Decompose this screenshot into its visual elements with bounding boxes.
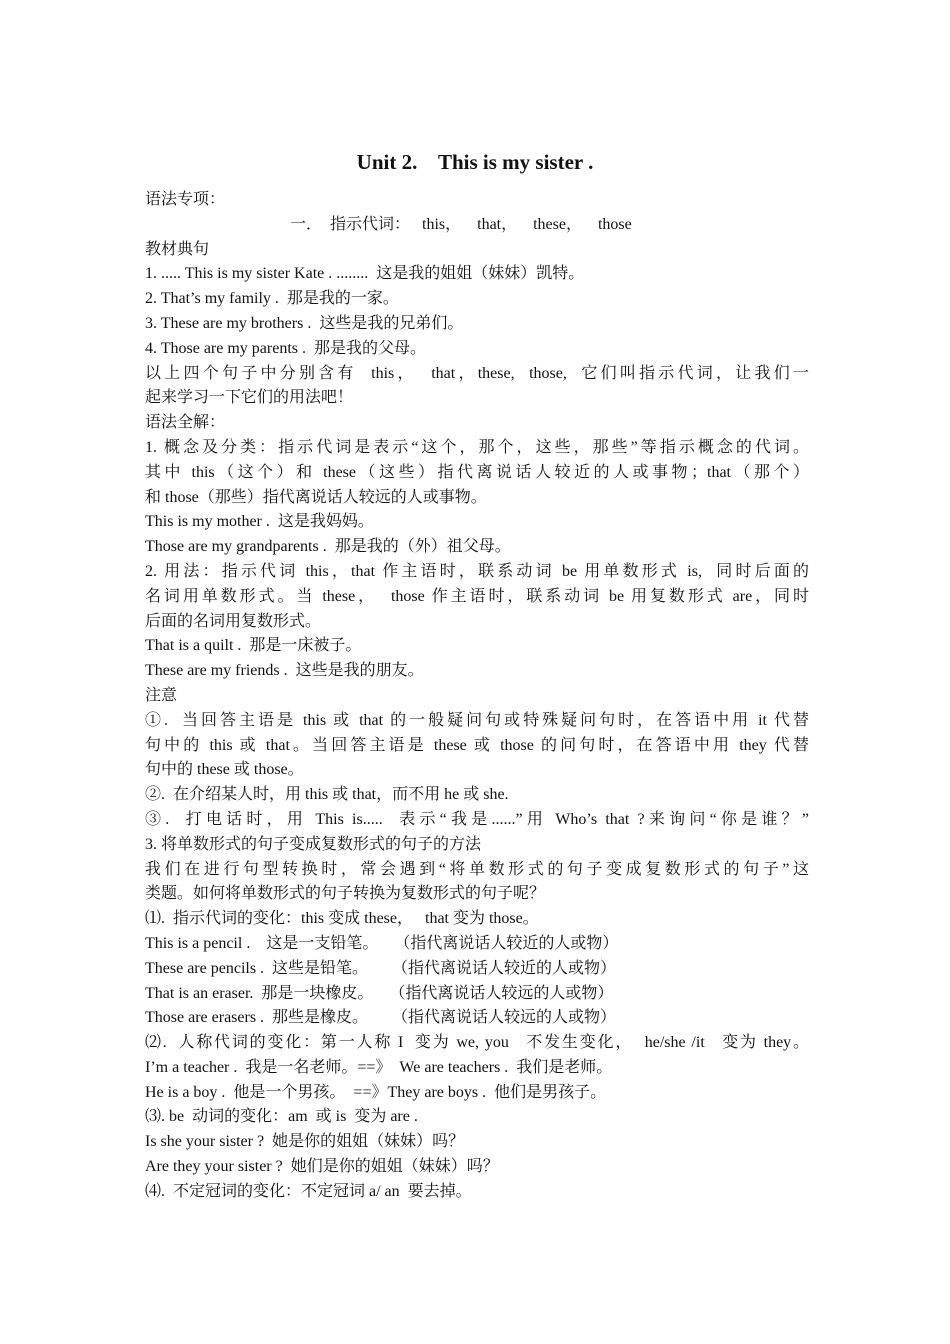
text-line: 3. These are my brothers . 这些是我的兄弟们。	[145, 314, 464, 332]
text-line: These are my friends . 这些是我的朋友。	[145, 662, 424, 680]
text-line: ⑵. 人称代词的变化：第一人称 I 变为 we, you 不发生变化， he/she /it 变为 they。	[145, 1034, 809, 1052]
text-line: 其中 this（这个）和 these（这些）指代离说话人较近的人或事物；that（那个）	[145, 463, 809, 481]
text-line: These are pencils . 这些是铅笔。 （指代离说话人较近的人或物）	[145, 959, 617, 977]
text-line: That is a quilt . 那是一床被子。	[145, 637, 362, 655]
text-line: 后面的名词用复数形式。	[145, 612, 322, 630]
text-line: 1. 概念及分类：指示代词是表示“这个，那个，这些，那些”等指示概念的代词。	[145, 438, 809, 456]
text-line: 和 those（那些）指代离说话人较远的人或事物。	[145, 488, 487, 506]
text-line: This is my mother . 这是我妈妈。	[145, 513, 374, 531]
text-line: 类题。如何将单数形式的句子转换为复数形式的句子呢？	[145, 885, 546, 903]
text-line: ①. 当回答主语是 this 或 that 的一般疑问句或特殊疑问句时，在答语中用 it 代替	[145, 711, 809, 729]
text-line: ⑴. 指示代词的变化：this 变成 these， that 变为 those。	[145, 910, 539, 928]
document-body	[145, 188, 809, 1205]
text-line: 4. Those are my parents . 那是我的父母。	[145, 339, 426, 357]
text-line: 语法全解：	[145, 414, 226, 432]
text-line: 句中的 these 或 those。	[145, 761, 304, 779]
text-line: Those are my grandparents . 那是我的（外）祖父母。	[145, 538, 511, 556]
text-line: 教材典句	[145, 240, 210, 258]
text-line: 2. 用法：指示代词 this，that 作主语时，联系动词 be 用单数形式 is, 同时后面的	[145, 562, 809, 580]
text-line: Is she your sister ? 她是你的姐姐（妹妹）吗？	[145, 1133, 465, 1151]
text-line: 2. That’s my family . 那是我的一家。	[145, 290, 399, 308]
section-heading: 语法专项：	[145, 191, 226, 208]
text-line: ⑶. be 动词的变化：am 或 is 变为 are .	[145, 1108, 418, 1126]
text-line: 我们在进行句型转换时，常会遇到“将单数形式的句子变成复数形式的句子”这	[145, 860, 809, 878]
subsection-heading: 一． 指示代词： this， that， these， those	[290, 215, 632, 233]
text-line: That is an eraser. 那是一块橡皮。 （指代离说话人较远的人或物）	[145, 984, 614, 1002]
text-line: 注意	[145, 686, 178, 704]
text-line: ③. 打电话时，用 This is..... 表示“我是......”用 Who’s that ?来询问“你是谁？”	[145, 810, 809, 828]
text-line: 1. ..... This is my sister Kate . ........ 这是我的姐姐（妹妹）凯特。	[145, 265, 585, 283]
text-line: 起来学习一下它们的用法吧！	[145, 389, 354, 407]
text-line: Those are erasers . 那些是橡皮。 （指代离说话人较远的人或物）	[145, 1009, 617, 1027]
text-line: 句中的 this 或 that。当回答主语是 these 或 those 的问句时，在答语中用 they 代替	[145, 736, 809, 754]
text-line: ⑷. 不定冠词的变化：不定冠词 a/ an 要去掉。	[145, 1182, 472, 1200]
text-line: He is a boy . 他是一个男孩。 ==》They are boys . 他们是男孩子。	[145, 1083, 607, 1101]
page-title: Unit 2. This is my sister .	[356, 150, 594, 174]
text-line: ②. 在介绍某人时，用 this 或 that，而不用 he 或 she.	[145, 786, 509, 804]
text-line: 以上四个句子中分别含有 this， that，these, those, 它们叫指示代词，让我们一	[145, 364, 809, 382]
text-line: I’m a teacher . 我是一名老师。==》 We are teachers . 我们是老师。	[145, 1058, 613, 1076]
text-line: This is a pencil . 这是一支铅笔。 （指代离说话人较近的人或物）	[145, 934, 619, 952]
text-line: 3. 将单数形式的句子变成复数形式的句子的方法	[145, 835, 482, 853]
text-line: 名词用单数形式。当 these， those 作主语时，联系动词 be 用复数形式 are，同时	[145, 587, 809, 605]
text-line: Are they your sister ? 她们是你的姐姐（妹妹）吗？	[145, 1158, 499, 1176]
